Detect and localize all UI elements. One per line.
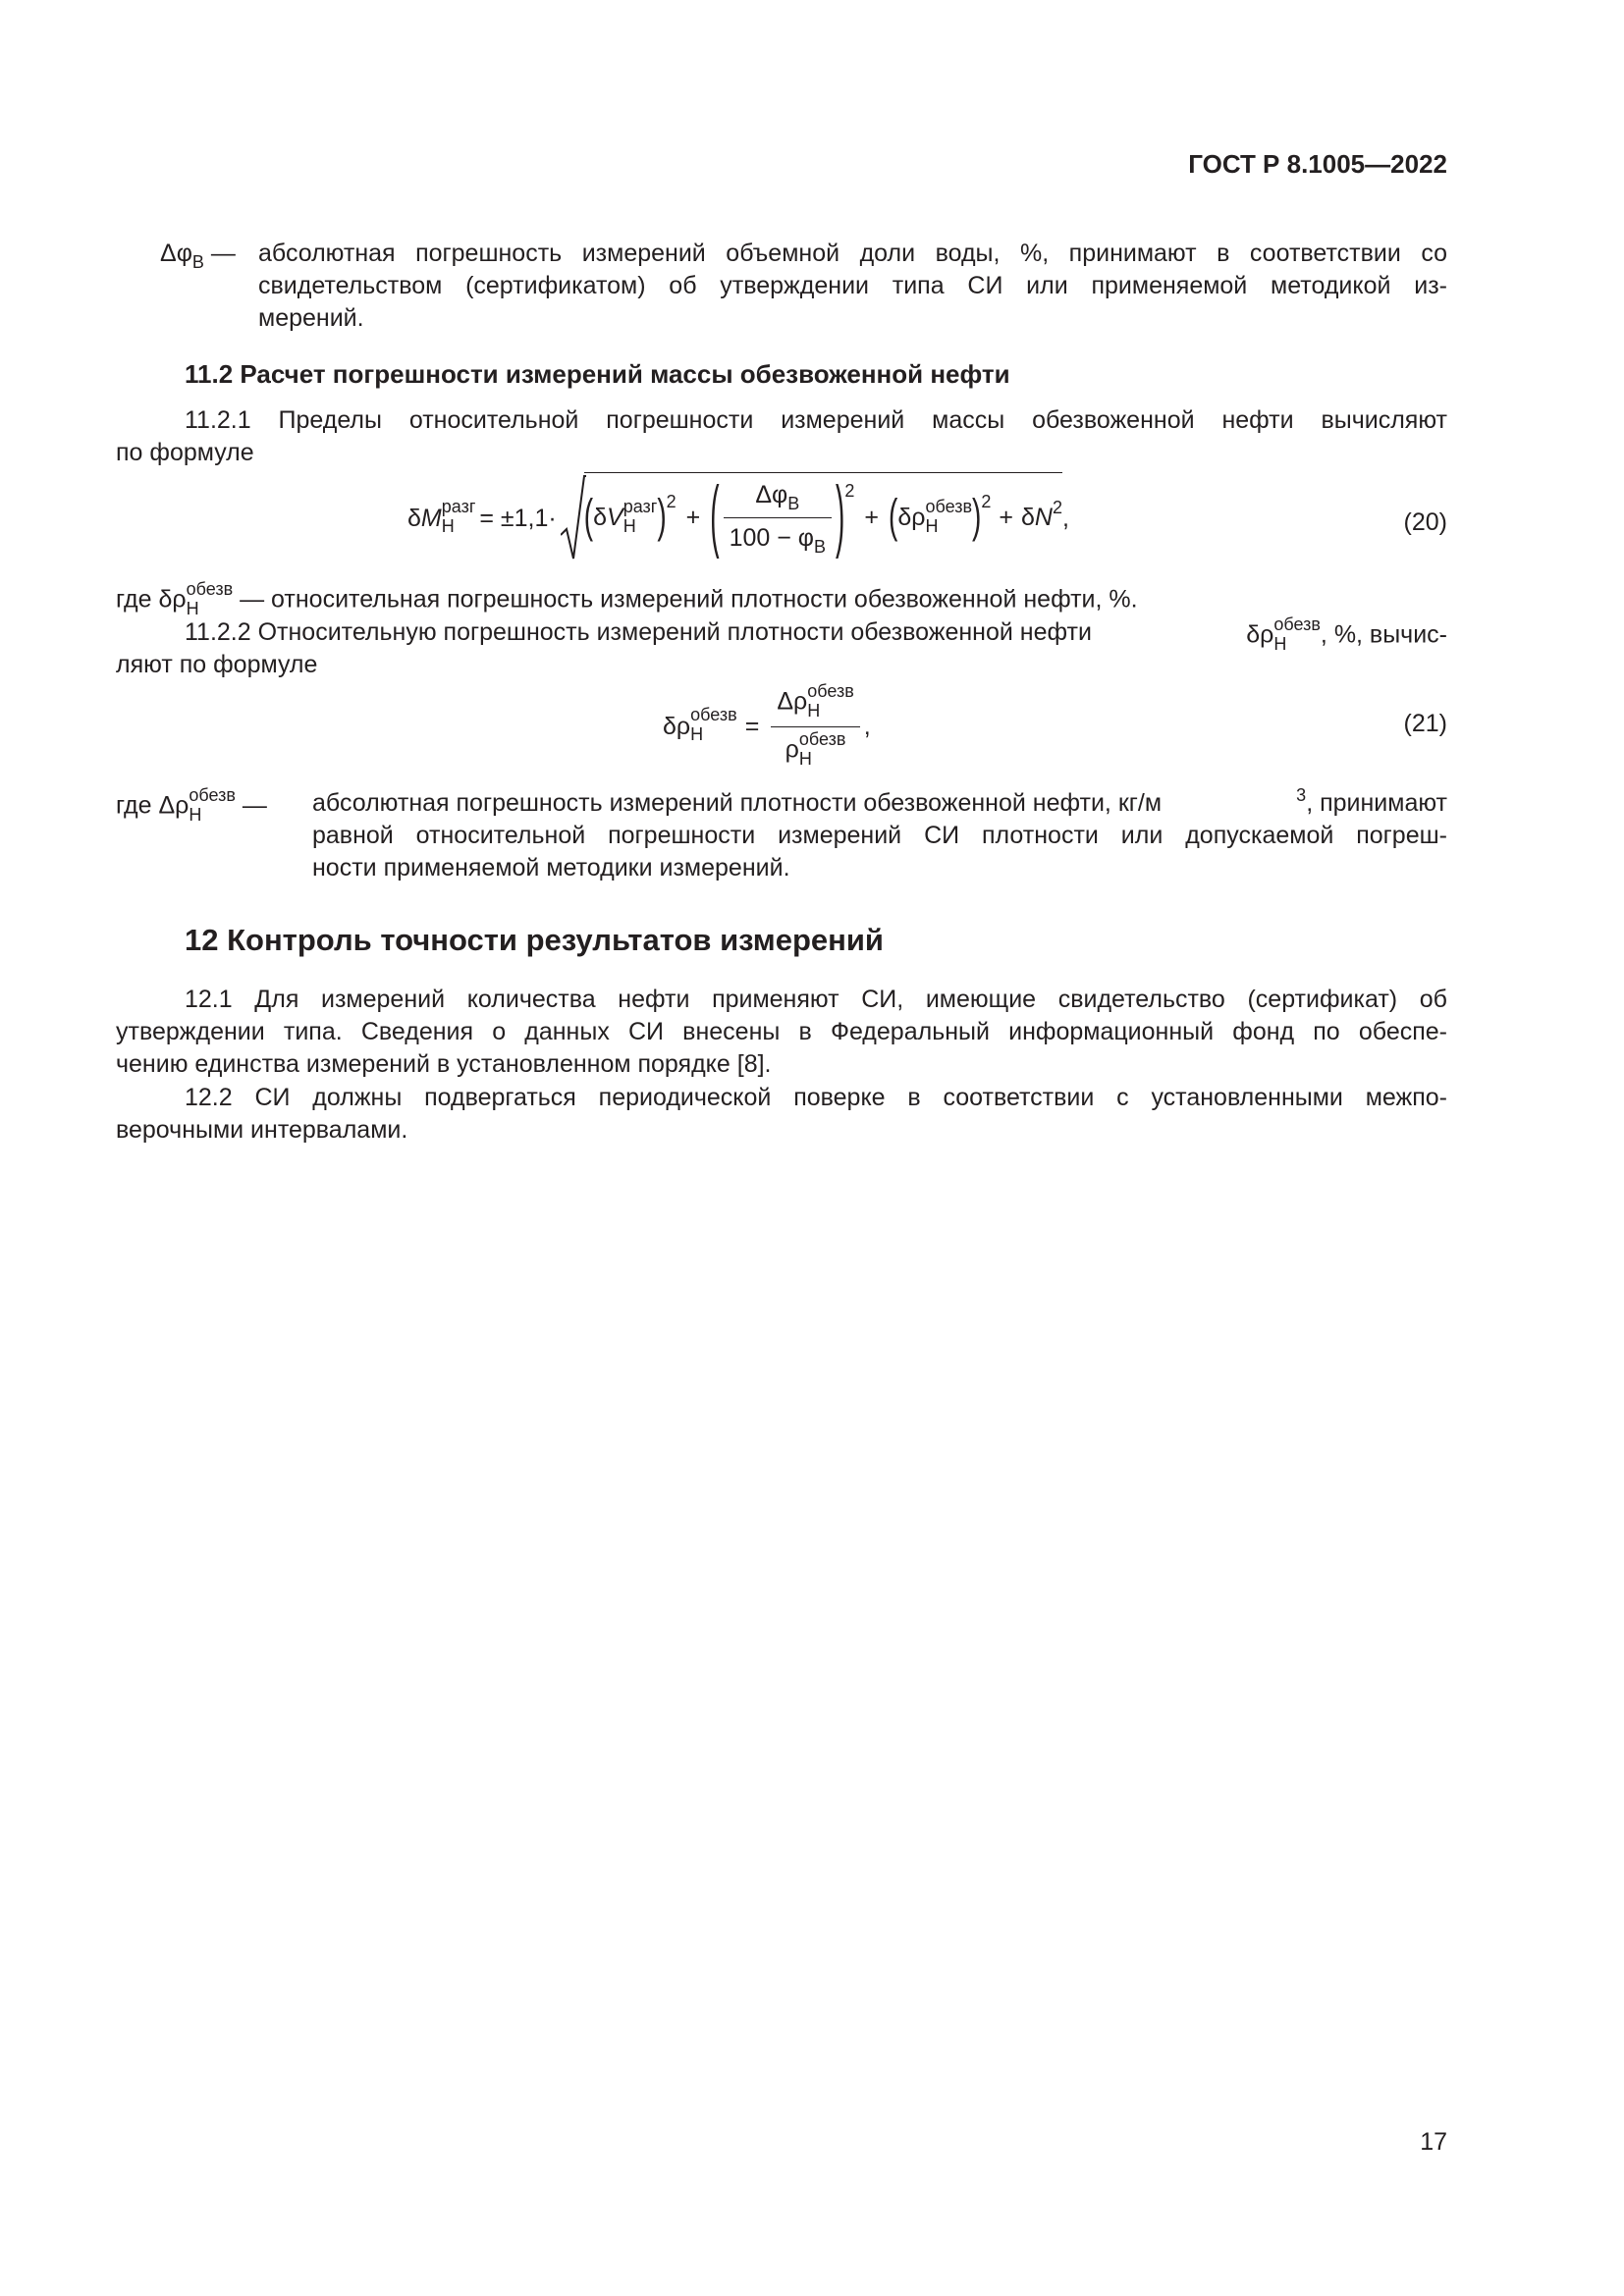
paragraph-line: утверждении типа. Сведения о данных СИ внесены в Федеральный информационный фонд по обеспе- [116,1018,1447,1045]
section-heading-11-2: 11.2 Расчет погрешности измерений массы обезвоженной нефти [185,359,1010,389]
definition-line: ности применяемой методики измерений. [312,854,790,881]
paragraph-11-2-2-line1: 11.2.2 Относительную погрешность измерений плотности обезвоженной нефти δρ обезв Н , %, вычис- [185,614,1447,654]
document-header: ГОСТ Р 8.1005—2022 [1188,149,1447,179]
page-number: 17 [1420,2128,1447,2156]
paragraph-line: 12.1 Для измерений количества нефти применяют СИ, имеющие свидетельство (сертификат) об [185,986,1447,1013]
definition-line: свидетельством (сертификатом) об утверждении типа СИ или применяемой методикой из- [258,272,1447,299]
symbol-delta-phi-b: $\Delta\varphi_В$ — [160,240,236,272]
definition-line: абсолютная погрешность измерений объемной доли воды, %, принимают в соответствии со [258,240,1447,267]
paragraph-line: по формуле [116,439,254,466]
definition-line: мерений. [258,304,364,332]
sqrt-content: ( δ V разг Н ) 2 + ( $\frac{\Delta\varphi_В}{100 - \varphi_В}$ ) 2 + ( δρ обезв Н ) 2 + δ N 2 [583,470,1062,559]
paragraph-line: 11.2.1 Пределы относительной погрешности измерений массы обезвоженной нефти вычисляют [185,406,1447,434]
paragraph-line: ляют по формуле [116,651,318,678]
equation-21: δρ обезв Н = Δρ обезв Н ρ обезв Н , [663,680,871,769]
where-definition-1: где δρ обезв Н — относительная погрешность измерений плотности обезвоженной нефти, %. [116,579,1138,618]
equation-20: δ M разг Н = ±1,1· ( δ V разг Н ) 2 + ( $\frac{\Delta\varphi_В}{100 - \varphi_В}$ ) 2 + ( δρ обезв Н ) 2 + δ N 2 , [407,469,1069,567]
paragraph-line: верочными интервалами. [116,1116,408,1144]
definition-line: абсолютная погрешность измерений плотности обезвоженной нефти, кг/м $^3$, принимают [312,785,1447,817]
paragraph-line: 12.2 СИ должны подвергаться периодической поверке в соответствии с установленными межпо- [185,1084,1447,1111]
fraction: Δρ обезв Н ρ обезв Н [771,683,859,771]
definition-line: равной относительной погрешности измерений СИ плотности или допускаемой погреш- [312,822,1447,849]
where-definition-2-symbol: где Δρ обезв Н — [116,785,267,825]
paragraph-line: чению единства измерений в установленном порядке [8]. [116,1050,772,1078]
fraction: $\frac{\Delta\varphi_В}{100 - \varphi_В}$ [724,479,832,557]
section-heading-12: 12 Контроль точности результатов измерений [185,923,884,957]
equation-number-21: (21) [1403,710,1447,737]
equation-number-20: (20) [1403,508,1447,536]
sqrt-sign [561,474,586,562]
